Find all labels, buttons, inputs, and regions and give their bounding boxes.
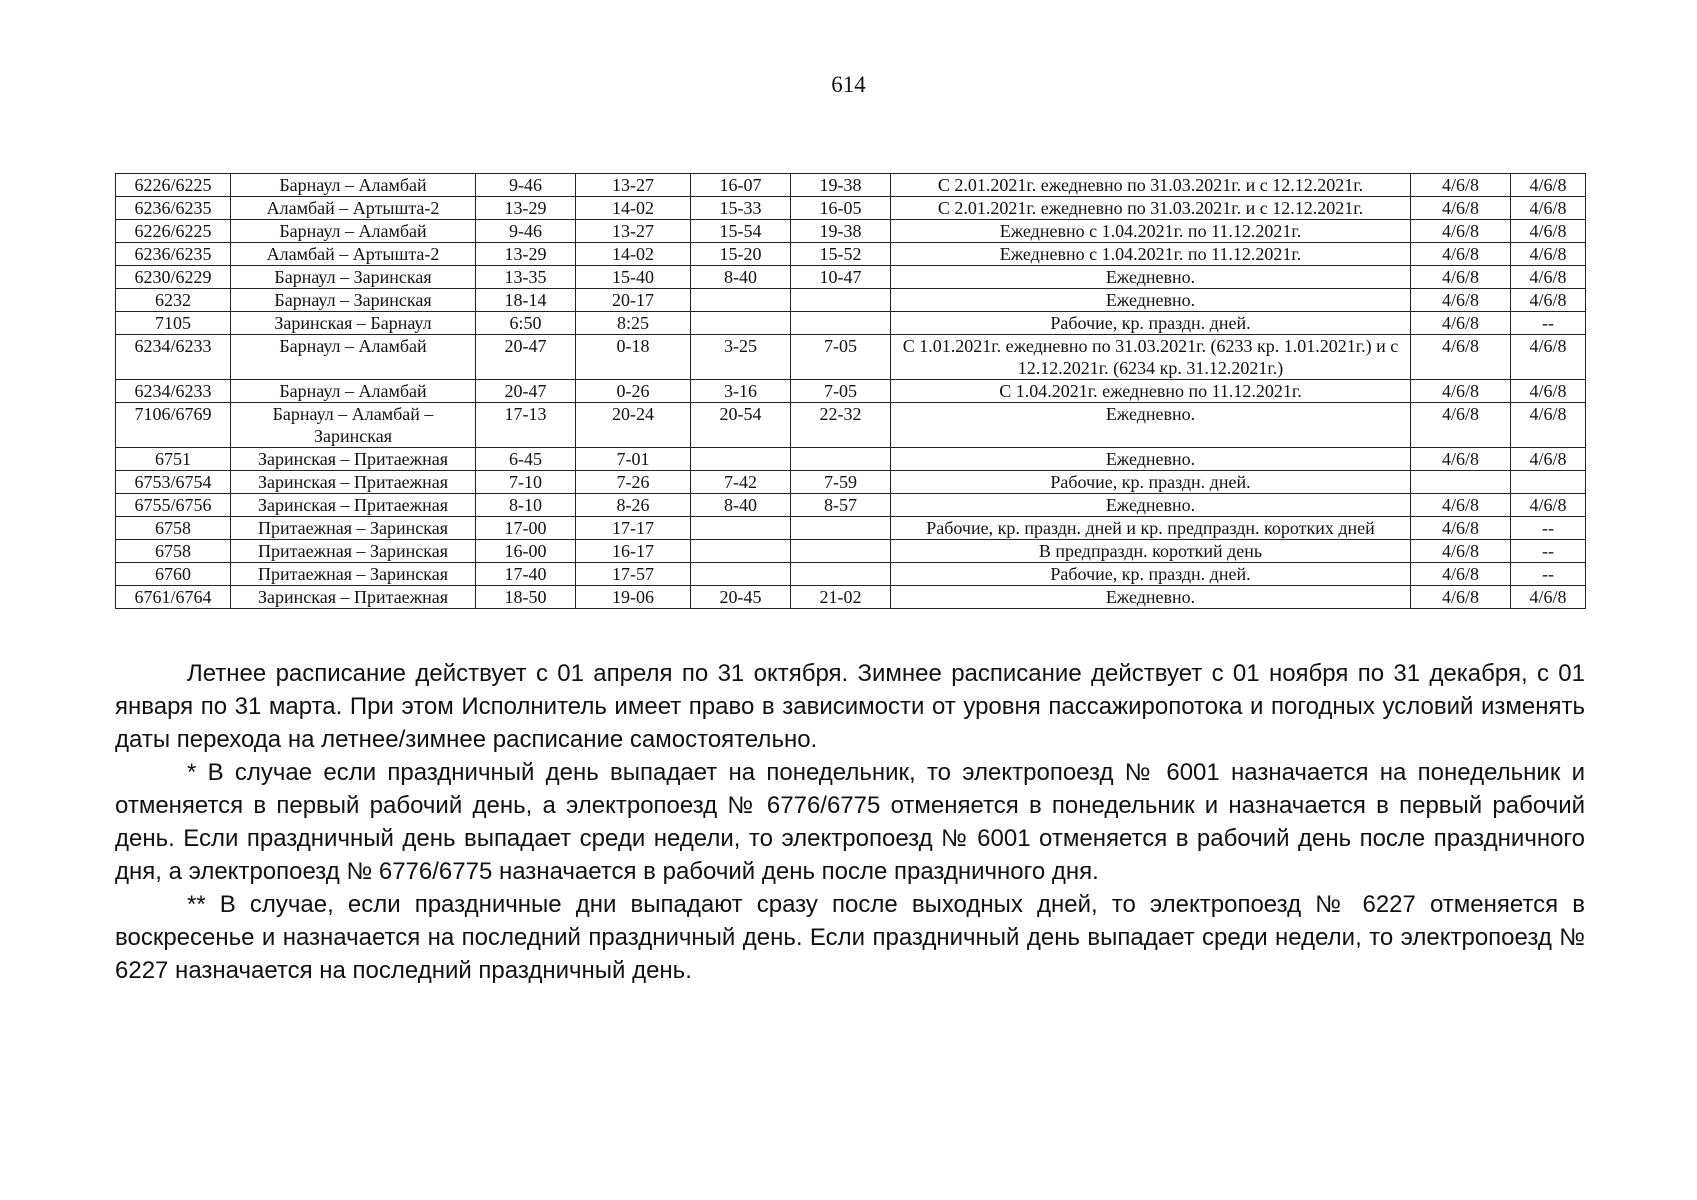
cell-route: Барнаул – Аламбай (231, 335, 476, 380)
cell-route: Аламбай – Артышта-2 (231, 197, 476, 220)
cell-cars-1: 4/6/8 (1411, 586, 1511, 609)
cell-departure-2 (691, 540, 791, 563)
table-row (116, 312, 1586, 335)
cell-departure-2: 15-33 (691, 197, 791, 220)
cell-cars-1: 4/6/8 (1411, 289, 1511, 312)
cell-departure-1: 9-46 (476, 174, 576, 197)
cell-arrival-1: 14-02 (576, 197, 691, 220)
table-row (116, 266, 1586, 289)
cell-cars-2: 4/6/8 (1511, 335, 1586, 380)
table-row (116, 174, 1586, 197)
cell-departure-1: 13-35 (476, 266, 576, 289)
cell-arrival-1: 15-40 (576, 266, 691, 289)
cell-cars-1: 4/6/8 (1411, 243, 1511, 266)
cell-cars-2 (1511, 471, 1586, 494)
cell-departure-1: 17-40 (476, 563, 576, 586)
cell-arrival-2: 22-32 (791, 403, 891, 448)
cell-route: Барнаул – Аламбай (231, 174, 476, 197)
cell-cars-2: -- (1511, 563, 1586, 586)
cell-schedule-note: В предпраздн. короткий день (891, 540, 1411, 563)
table-row (116, 220, 1586, 243)
cell-departure-2: 20-45 (691, 586, 791, 609)
cell-route: Заринская – Притаежная (231, 448, 476, 471)
cell-departure-2: 7-42 (691, 471, 791, 494)
cell-departure-1: 17-13 (476, 403, 576, 448)
cell-departure-2: 8-40 (691, 266, 791, 289)
cell-schedule-note: С 2.01.2021г. ежедневно по 31.03.2021г. и с 12.12.2021г. (891, 174, 1411, 197)
cell-train-number: 6753/6754 (116, 471, 231, 494)
cell-departure-1: 13-29 (476, 243, 576, 266)
cell-route: Притаежная – Заринская (231, 517, 476, 540)
cell-cars-2: 4/6/8 (1511, 586, 1586, 609)
cell-departure-2 (691, 517, 791, 540)
cell-departure-2 (691, 312, 791, 335)
cell-route: Барнаул – Аламбай (231, 380, 476, 403)
schedule-seasons-note: Летнее расписание действует с 01 апреля по 31 октября. Зимнее расписание действует с 01 ноября по 31 декабря, с 01 января по 31 марта. При этом Исполнитель имеет право в зависимости от уровня пассажиропотока и погодных условий изменять даты перехода на летнее/зимнее расписание самостоятельно. (115, 660, 1585, 753)
cell-departure-2: 3-16 (691, 380, 791, 403)
cell-arrival-1: 16-17 (576, 540, 691, 563)
table-row (116, 448, 1586, 471)
cell-route: Барнаул – Заринская (231, 266, 476, 289)
cell-arrival-2: 7-05 (791, 380, 891, 403)
cell-route: Барнаул – Аламбай (231, 220, 476, 243)
cell-arrival-2: 16-05 (791, 197, 891, 220)
cell-departure-2: 16-07 (691, 174, 791, 197)
cell-route: Притаежная – Заринская (231, 563, 476, 586)
cell-arrival-1: 20-24 (576, 403, 691, 448)
notes-section (115, 657, 1585, 987)
cell-cars-2: 4/6/8 (1511, 448, 1586, 471)
cell-departure-1: 6:50 (476, 312, 576, 335)
cell-train-number: 6760 (116, 563, 231, 586)
cell-arrival-2 (791, 312, 891, 335)
cell-cars-2: -- (1511, 312, 1586, 335)
cell-schedule-note: Рабочие, кр. праздн. дней и кр. предпраздн. коротких дней (891, 517, 1411, 540)
cell-arrival-2: 19-38 (791, 220, 891, 243)
cell-cars-1: 4/6/8 (1411, 403, 1511, 448)
cell-departure-1: 7-10 (476, 471, 576, 494)
cell-departure-1: 8-10 (476, 494, 576, 517)
cell-arrival-1: 20-17 (576, 289, 691, 312)
cell-cars-1: 4/6/8 (1411, 448, 1511, 471)
table-row (116, 197, 1586, 220)
cell-train-number: 6234/6233 (116, 380, 231, 403)
cell-arrival-2 (791, 448, 891, 471)
cell-cars-2: 4/6/8 (1511, 289, 1586, 312)
table-row (116, 243, 1586, 266)
cell-arrival-2 (791, 563, 891, 586)
cell-arrival-1: 13-27 (576, 174, 691, 197)
table-row (116, 540, 1586, 563)
cell-train-number: 6755/6756 (116, 494, 231, 517)
cell-train-number: 6758 (116, 540, 231, 563)
cell-cars-1: 4/6/8 (1411, 335, 1511, 380)
cell-departure-1: 9-46 (476, 220, 576, 243)
cell-arrival-1: 7-01 (576, 448, 691, 471)
cell-cars-2: 4/6/8 (1511, 220, 1586, 243)
table-row (116, 335, 1586, 380)
cell-train-number: 6236/6235 (116, 243, 231, 266)
cell-train-number: 6226/6225 (116, 174, 231, 197)
cell-arrival-1: 0-26 (576, 380, 691, 403)
cell-cars-1: 4/6/8 (1411, 540, 1511, 563)
cell-schedule-note: Рабочие, кр. праздн. дней. (891, 563, 1411, 586)
cell-train-number: 7105 (116, 312, 231, 335)
cell-arrival-1: 17-57 (576, 563, 691, 586)
cell-train-number: 6761/6764 (116, 586, 231, 609)
cell-arrival-2: 19-38 (791, 174, 891, 197)
cell-cars-1: 4/6/8 (1411, 197, 1511, 220)
holiday-note-6001: * В случае если праздничный день выпадает на понедельник, то электропоезд № 6001 назначается на понедельник и отменяется в первый рабочий день, а электропоезд № 6776/6775 отменяется в понедельник и назначается в первый рабочий день. Если праздничный день выпадает среди недели, то электропоезд № 6001 отменяется в рабочий день после праздничного дня, а электропоезд № 6776/6775 назначается в рабочий день после праздничного дня. (115, 759, 1585, 885)
cell-cars-1: 4/6/8 (1411, 517, 1511, 540)
cell-cars-2: -- (1511, 517, 1586, 540)
cell-route: Притаежная – Заринская (231, 540, 476, 563)
cell-schedule-note: Ежедневно. (891, 494, 1411, 517)
cell-route: Аламбай – Артышта-2 (231, 243, 476, 266)
cell-arrival-2 (791, 517, 891, 540)
cell-cars-2: 4/6/8 (1511, 266, 1586, 289)
cell-schedule-note: Рабочие, кр. праздн. дней. (891, 471, 1411, 494)
cell-cars-2: 4/6/8 (1511, 380, 1586, 403)
cell-cars-1: 4/6/8 (1411, 312, 1511, 335)
cell-cars-2: 4/6/8 (1511, 243, 1586, 266)
cell-arrival-2: 15-52 (791, 243, 891, 266)
cell-schedule-note: Ежедневно. (891, 266, 1411, 289)
cell-cars-2: -- (1511, 540, 1586, 563)
cell-route: Заринская – Притаежная (231, 471, 476, 494)
cell-route: Заринская – Притаежная (231, 494, 476, 517)
table-row (116, 517, 1586, 540)
cell-departure-1: 6-45 (476, 448, 576, 471)
cell-departure-2: 8-40 (691, 494, 791, 517)
cell-train-number: 6751 (116, 448, 231, 471)
cell-cars-2: 4/6/8 (1511, 403, 1586, 448)
cell-schedule-note: С 2.01.2021г. ежедневно по 31.03.2021г. и с 12.12.2021г. (891, 197, 1411, 220)
cell-arrival-2: 7-59 (791, 471, 891, 494)
cell-schedule-note: Ежедневно. (891, 289, 1411, 312)
cell-departure-2: 15-54 (691, 220, 791, 243)
cell-schedule-note: Ежедневно с 1.04.2021г. по 11.12.2021г. (891, 243, 1411, 266)
cell-train-number: 6226/6225 (116, 220, 231, 243)
cell-cars-2: 4/6/8 (1511, 197, 1586, 220)
cell-arrival-1: 8-26 (576, 494, 691, 517)
cell-cars-1: 4/6/8 (1411, 494, 1511, 517)
cell-arrival-2 (791, 540, 891, 563)
cell-cars-1: 4/6/8 (1411, 174, 1511, 197)
cell-arrival-2: 10-47 (791, 266, 891, 289)
cell-schedule-note: С 1.04.2021г. ежедневно по 11.12.2021г. (891, 380, 1411, 403)
schedule-body (116, 174, 1586, 609)
cell-arrival-1: 0-18 (576, 335, 691, 380)
table-row (116, 563, 1586, 586)
cell-schedule-note: С 1.01.2021г. ежедневно по 31.03.2021г. (6233 кр. 1.01.2021г.) и с 12.12.2021г. (6234 кр. 31.12.2021г.) (891, 335, 1411, 380)
page-number: 614 (831, 72, 866, 97)
cell-cars-1: 4/6/8 (1411, 563, 1511, 586)
cell-route: Заринская – Барнаул (231, 312, 476, 335)
cell-departure-1: 13-29 (476, 197, 576, 220)
cell-schedule-note: Ежедневно с 1.04.2021г. по 11.12.2021г. (891, 220, 1411, 243)
cell-departure-2 (691, 563, 791, 586)
cell-cars-1: 4/6/8 (1411, 266, 1511, 289)
cell-train-number: 6230/6229 (116, 266, 231, 289)
cell-train-number: 6232 (116, 289, 231, 312)
cell-departure-1: 16-00 (476, 540, 576, 563)
cell-schedule-note: Ежедневно. (891, 448, 1411, 471)
cell-arrival-2: 7-05 (791, 335, 891, 380)
cell-arrival-1: 19-06 (576, 586, 691, 609)
cell-cars-2: 4/6/8 (1511, 494, 1586, 517)
cell-departure-2 (691, 289, 791, 312)
cell-route: Барнаул – Заринская (231, 289, 476, 312)
table-row (116, 380, 1586, 403)
cell-route: Заринская – Притаежная (231, 586, 476, 609)
cell-train-number: 6234/6233 (116, 335, 231, 380)
cell-arrival-2 (791, 289, 891, 312)
cell-arrival-2: 21-02 (791, 586, 891, 609)
cell-departure-2: 20-54 (691, 403, 791, 448)
table-row (116, 403, 1586, 448)
cell-route: Барнаул – Аламбай – Заринская (231, 403, 476, 448)
cell-departure-1: 18-50 (476, 586, 576, 609)
cell-schedule-note: Рабочие, кр. праздн. дней. (891, 312, 1411, 335)
cell-arrival-2: 8-57 (791, 494, 891, 517)
cell-arrival-1: 7-26 (576, 471, 691, 494)
cell-arrival-1: 14-02 (576, 243, 691, 266)
cell-schedule-note: Ежедневно. (891, 403, 1411, 448)
cell-cars-2: 4/6/8 (1511, 174, 1586, 197)
cell-train-number: 7106/6769 (116, 403, 231, 448)
cell-departure-1: 18-14 (476, 289, 576, 312)
cell-departure-1: 20-47 (476, 380, 576, 403)
train-schedule-table (115, 173, 1586, 609)
holiday-note-6227: ** В случае, если праздничные дни выпадают сразу после выходных дней, то электропоезд № 6227 отменяется в воскресенье и назначается на последний праздничный день. Если праздничный день выпадает среди недели, то электропоезд № 6227 назначается на последний праздничный день. (115, 891, 1585, 984)
cell-departure-2 (691, 448, 791, 471)
cell-cars-1: 4/6/8 (1411, 220, 1511, 243)
cell-departure-2: 3-25 (691, 335, 791, 380)
cell-arrival-1: 17-17 (576, 517, 691, 540)
cell-departure-2: 15-20 (691, 243, 791, 266)
table-row (116, 289, 1586, 312)
cell-departure-1: 20-47 (476, 335, 576, 380)
cell-schedule-note: Ежедневно. (891, 586, 1411, 609)
cell-departure-1: 17-00 (476, 517, 576, 540)
cell-train-number: 6758 (116, 517, 231, 540)
cell-arrival-1: 8:25 (576, 312, 691, 335)
cell-arrival-1: 13-27 (576, 220, 691, 243)
cell-cars-1: 4/6/8 (1411, 380, 1511, 403)
cell-cars-1 (1411, 471, 1511, 494)
table-row (116, 471, 1586, 494)
table-row (116, 494, 1586, 517)
cell-train-number: 6236/6235 (116, 197, 231, 220)
table-row (116, 586, 1586, 609)
